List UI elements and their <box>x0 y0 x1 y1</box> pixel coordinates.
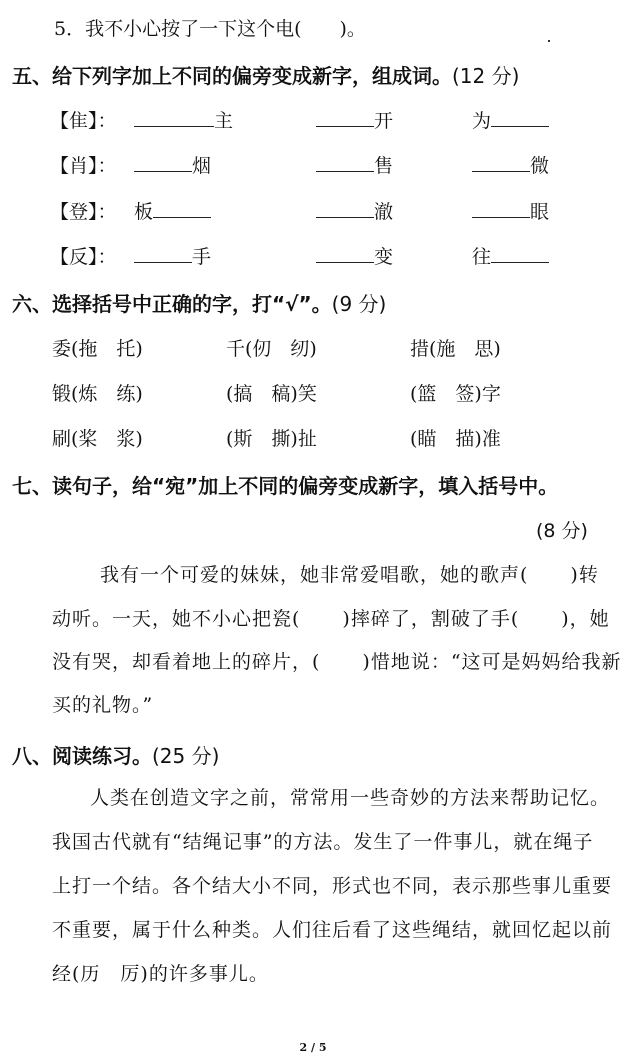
answer-blank[interactable] <box>316 108 374 127</box>
sec5-row-2-col-1: 烟 <box>134 151 211 178</box>
sec5-row-2-col-3: 微 <box>472 151 549 178</box>
answer-blank[interactable] <box>472 199 530 218</box>
sec5-row-4-col-1: 手 <box>134 242 211 269</box>
sec6-item[interactable]: 刷(桨 浆) <box>52 428 143 450</box>
section-7-score: (8 分) <box>536 520 588 542</box>
sec6-item[interactable]: (篮 签)字 <box>410 383 501 405</box>
answer-blank[interactable] <box>316 244 374 263</box>
answer-blank[interactable] <box>472 153 530 172</box>
sec6-item[interactable]: (斯 撕)扯 <box>226 428 317 450</box>
section-8-title: 八、阅读练习。(25 分) <box>12 744 220 768</box>
answer-blank[interactable] <box>134 108 214 127</box>
sec5-row-4-col-2: 变 <box>316 242 393 269</box>
sec5-row-1-col-3: 为 <box>472 106 549 133</box>
sec5-row-2-col-2: 售 <box>316 151 393 178</box>
sec6-item[interactable]: 措(施 思) <box>410 338 501 360</box>
sec5-row-1-label: 【隹】： <box>50 110 117 132</box>
answer-blank[interactable] <box>491 244 549 263</box>
sec5-row-3-col-3: 眼 <box>472 197 549 224</box>
sec8-passage-line-1: 人类在创造文字之前，常常用一些奇妙的方法来帮助记忆。 <box>90 787 611 809</box>
sec5-row-3-label: 【登】： <box>50 201 117 223</box>
sec8-passage-line-4: 不重要，属于什么种类。人们往后看了这些绳结，就回忆起以前 <box>52 919 613 941</box>
stray-mark <box>548 40 550 42</box>
answer-blank[interactable] <box>491 108 549 127</box>
sec6-item[interactable]: 锻(炼 练) <box>52 383 143 405</box>
answer-blank[interactable] <box>134 244 192 263</box>
sec6-item[interactable]: (瞄 描)准 <box>410 428 501 450</box>
sec6-item[interactable]: 千(仞 纫) <box>226 338 317 360</box>
sec5-row-2-label: 【肖】： <box>50 155 117 177</box>
sec7-paragraph-line-1: 我有一个可爱的妹妹，她非常爱唱歌，她的歌声( )转 <box>100 564 599 586</box>
answer-blank[interactable] <box>316 153 374 172</box>
sec5-row-1-col-1: 主 <box>134 106 233 133</box>
sec5-row-1-col-2: 开 <box>316 106 393 133</box>
sec8-passage-line-3: 上打一个结。各个结大小不同，形式也不同，表示那些事儿重要 <box>52 875 613 897</box>
sec7-paragraph-line-4: 买的礼物。” <box>52 694 154 716</box>
sec7-paragraph-line-3: 没有哭，却看着地上的碎片，( )惜地说：“这可是妈妈给我新 <box>52 651 622 673</box>
answer-blank[interactable] <box>153 199 211 218</box>
sec5-row-4-label: 【反】： <box>50 246 117 268</box>
page-number: 2 / 5 <box>299 1041 327 1054</box>
answer-blank[interactable] <box>316 199 374 218</box>
sec5-row-4-col-3: 往 <box>472 242 549 269</box>
sec8-passage-line-2: 我国古代就有“结绳记事”的方法。发生了一件事儿，就在绳子 <box>52 831 594 853</box>
sec7-paragraph-line-2: 动听。一天，她不小心把瓷( )摔碎了，割破了手( )，她 <box>52 608 610 630</box>
sec6-item[interactable]: (搞 稿)笑 <box>226 383 317 405</box>
section-5-title: 五、给下列字加上不同的偏旁变成新字，组成词。(12 分) <box>12 64 520 88</box>
section-7-title: 七、读句子，给“宛”加上不同的偏旁变成新字，填入括号中。 <box>12 474 559 498</box>
answer-blank[interactable] <box>134 153 192 172</box>
sec5-row-3-col-1: 板 <box>134 197 211 224</box>
sec5-row-3-col-2: 澈 <box>316 197 393 224</box>
sec8-passage-line-5[interactable]: 经(历 厉)的许多事儿。 <box>52 963 269 985</box>
section-6-title: 六、选择括号中正确的字，打“√”。(9 分) <box>12 292 387 316</box>
sec6-item[interactable]: 委(拖 托) <box>52 338 143 360</box>
question-5-line: 5．我不小心按了一下这个电( )。 <box>54 18 366 40</box>
